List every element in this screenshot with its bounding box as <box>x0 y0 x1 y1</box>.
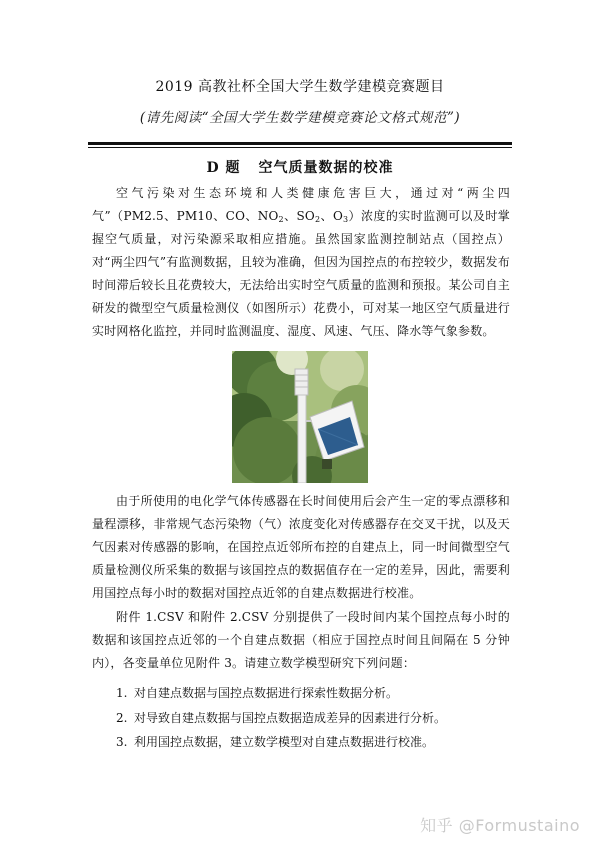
competition-title: 2019 高教社杯全国大学生数学建模竞赛题目 <box>155 79 445 95</box>
intro-text-c: 、O <box>320 209 343 223</box>
question-number: 2. <box>116 711 128 725</box>
intro-text-a: 空气污染对生态环境和人类健康危害巨大，通过对“两尘四气”（PM2.5、PM10、CO、NO <box>92 186 510 223</box>
subscript-no2: 2 <box>278 215 284 224</box>
question-number: 3. <box>116 735 128 749</box>
paragraph-attachments: 附件 1.CSV 和附件 2.CSV 分别提供了一段时间内某个国控点每小时的数据和该国控点近邻的一个自建点数据（相应于国控点时间且间隔在 5 分钟内），各变量单位见附件 3。请建立数学模型研究下列问题： <box>92 610 510 670</box>
zhihu-watermark: 知乎 @Formustaino <box>420 816 580 835</box>
subscript-o3: 3 <box>342 215 349 224</box>
question-text: 对导致自建点数据与国控点数据造成差异的因素进行分析。 <box>134 711 447 725</box>
problem-heading <box>0 157 600 177</box>
question-item <box>116 731 510 754</box>
paragraph-intro <box>92 182 510 343</box>
question-number: 1. <box>116 686 128 700</box>
question-item <box>116 707 510 730</box>
header-rule-thin <box>88 147 512 148</box>
question-text: 对自建点数据与国控点数据进行探索性数据分析。 <box>134 686 399 700</box>
question-text: 利用国控点数据，建立数学模型对自建点数据进行校准。 <box>134 735 435 749</box>
question-item <box>116 682 510 705</box>
air-quality-monitor-photo <box>232 351 368 483</box>
paragraph-calibration-reason: 由于所使用的电化学气体传感器在长时间使用后会产生一定的零点漂移和量程漂移，非常规气态污染物（气）浓度变化对传感器存在交叉干扰，以及天气因素对传感器的影响，在国控点近邻所布控的自建点上，同一时间微型空气质量检测仪所采集的数据与该国控点的数据值存在一定的差异，因此，需要利用国控点每小时的数据对国控点近邻的自建点数据进行校准。 <box>92 494 510 600</box>
monitor-illustration <box>232 351 368 483</box>
header-rule-thick <box>88 142 512 145</box>
intro-text-b: 、SO <box>283 209 315 223</box>
subscript-so2: 2 <box>314 215 321 224</box>
problem-title: 空气质量数据的校准 <box>258 160 394 176</box>
intro-text-d: ）浓度的实时监测可以及时掌握空气质量，对污染源采取相应措施。虽然国家监测控制站点（国控点）对“两尘四气”有监测数据，且较为准确，但因为国控点的布控较少，数据发布时间滞后较长且花费较大，无法给出实时空气质量的监测和预报。某公司自主研发的微型空气质量检测仪（如图所示）花费小，可对某一地区空气质量进行实时网格化监控，并同时监测温度、湿度、风速、气压、降水等气象参数。 <box>92 209 510 338</box>
problem-label: D 题 <box>206 160 241 176</box>
format-note: (请先阅读“全国大学生数学建模竞赛论文格式规范”) <box>139 110 461 126</box>
